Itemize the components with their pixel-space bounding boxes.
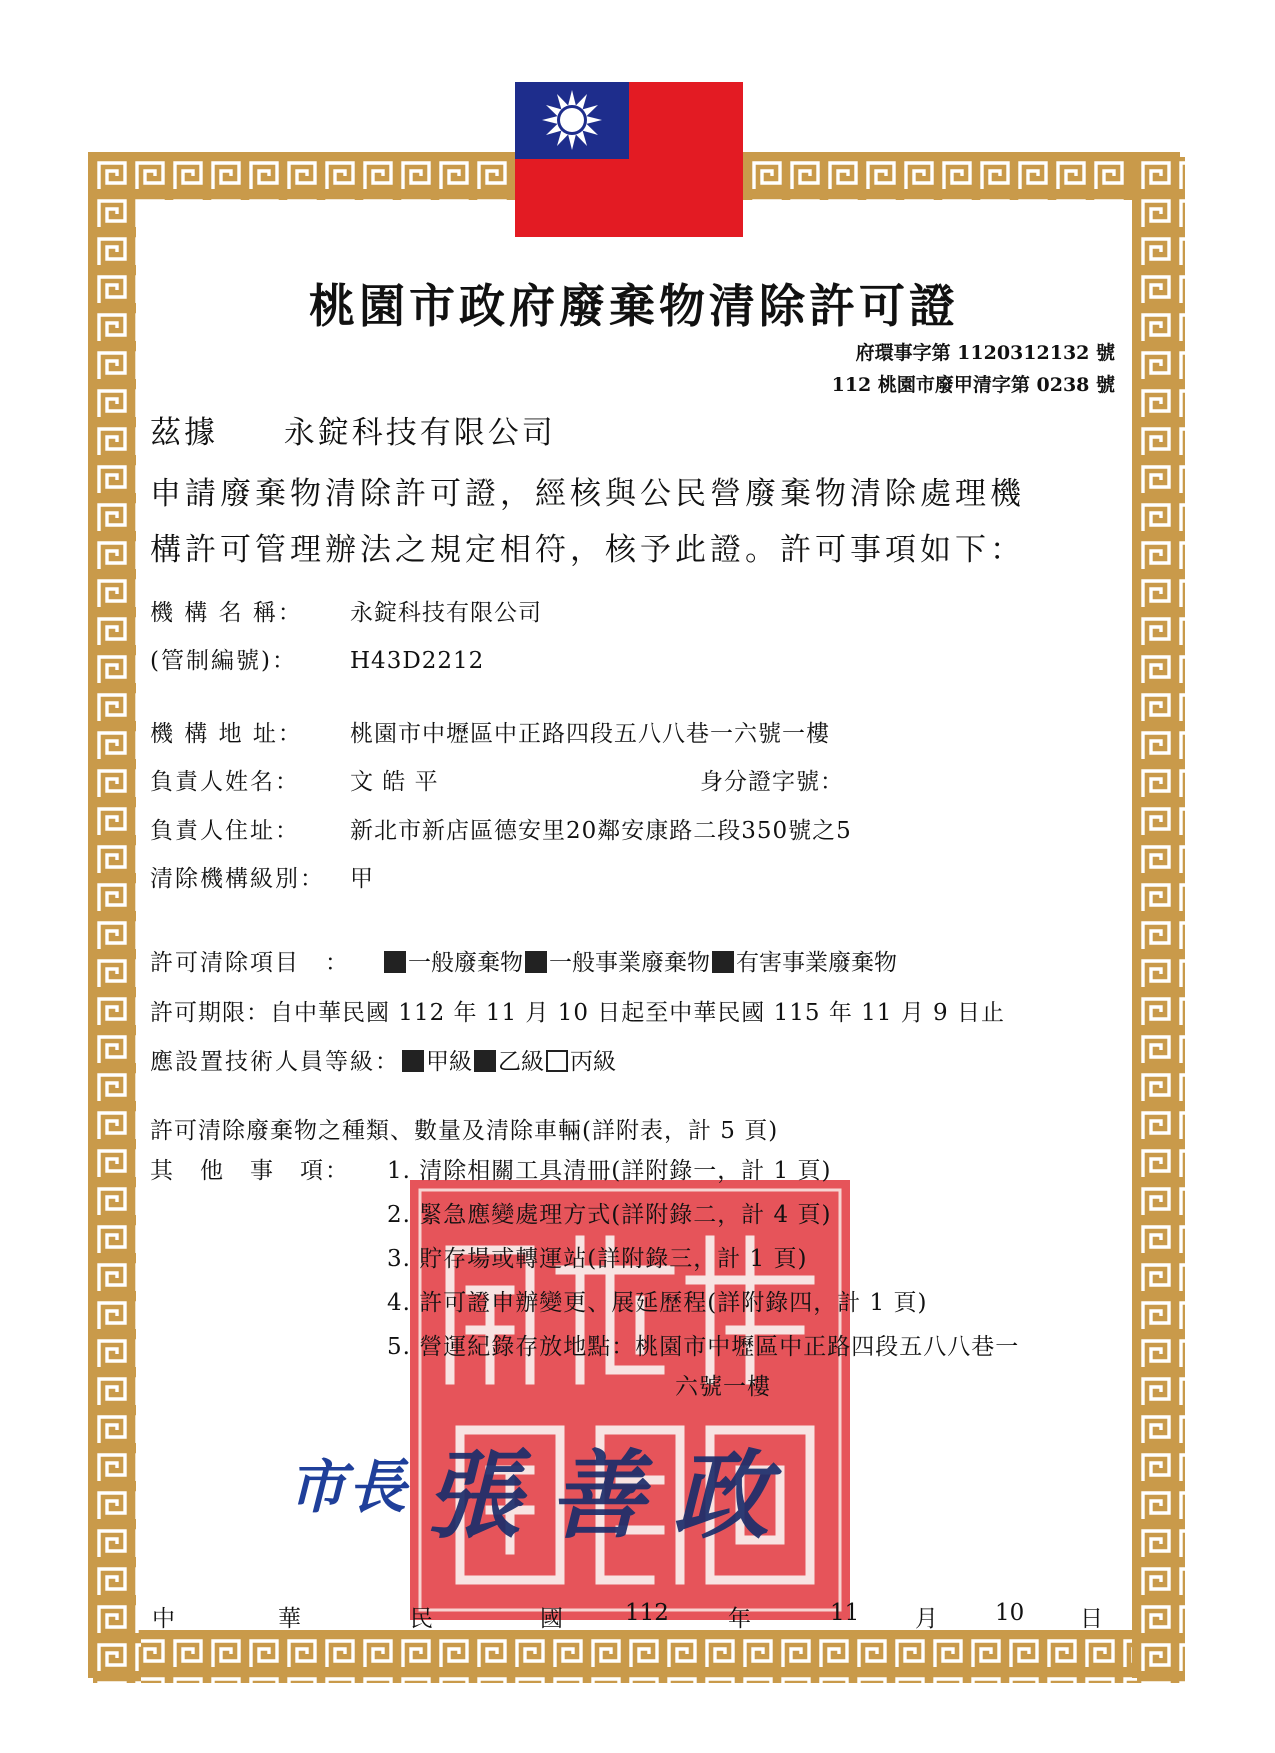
address-label: 機 構 地 址： xyxy=(150,721,303,747)
level-value: 甲 xyxy=(350,866,374,892)
other-label: 其 他 事 項： xyxy=(150,1158,350,1184)
permit-item-2: 一般事業廢棄物 xyxy=(549,950,710,976)
tech-level-2: 乙級 xyxy=(498,1049,544,1075)
tech-level-1: 甲級 xyxy=(426,1049,472,1075)
checkbox-checked xyxy=(525,951,547,973)
intro-line-2: 申請廢棄物清除許可證，經核與公民營廢棄物清除處理機 xyxy=(150,476,1025,512)
border-top-right xyxy=(743,152,1180,200)
permit-item-1: 一般廢棄物 xyxy=(408,950,523,976)
other-item-4: 4. 許可證申辦變更、展延歷程(詳附錄四，計 1 頁) xyxy=(387,1290,928,1316)
intro-prefix: 茲據 xyxy=(150,415,218,451)
checkbox-checked xyxy=(712,951,734,973)
tech-level-3: 丙級 xyxy=(570,1049,616,1075)
date-part: 10 xyxy=(995,1600,1025,1626)
permit-period: 許可期限：自中華民國 112 年 11 月 10 日起至中華民國 115 年 11 月 9 日止 xyxy=(150,1000,1005,1026)
other-item-1: 1. 清除相關工具清冊(詳附錄一，計 1 頁) xyxy=(387,1158,832,1184)
other-item-5-cont: 六號一樓 xyxy=(675,1374,771,1400)
national-flag-icon xyxy=(515,82,743,237)
permit-item-3: 有害事業廢棄物 xyxy=(736,950,897,976)
owner-value: 文 皓 平 xyxy=(350,769,439,795)
tech-level-label: 應設置技術人員等級： xyxy=(150,1049,400,1075)
other-item-2: 2. 緊急應變處理方式(詳附錄二，計 4 頁) xyxy=(387,1202,832,1228)
address-value: 桃園市中壢區中正路四段五八八巷一六號一樓 xyxy=(350,721,830,747)
border-top-left xyxy=(88,152,515,200)
date-part: 中 xyxy=(152,1606,175,1632)
control-no-row xyxy=(150,642,484,675)
intro-company: 永錠科技有限公司 xyxy=(283,415,556,451)
owner-address-value: 新北市新店區德安里20鄰安康路二段350號之5 xyxy=(350,818,852,844)
date-part: 國 xyxy=(540,1606,563,1632)
org-name-label: 機 構 名 稱： xyxy=(150,600,303,626)
date-part: 日 xyxy=(1080,1606,1103,1632)
types-line: 許可清除廢棄物之種類、數量及清除車輛(詳附表，計 5 頁) xyxy=(150,1118,779,1144)
date-part: 月 xyxy=(915,1606,938,1632)
org-name-row xyxy=(150,594,542,627)
checkbox-checked xyxy=(474,1050,496,1072)
address-row xyxy=(150,715,830,748)
owner-label: 負責人姓名： xyxy=(150,769,300,795)
intro-line-3: 構許可管理辦法之規定相符，核予此證。許可事項如下： xyxy=(150,532,1025,568)
org-name-value: 永錠科技有限公司 xyxy=(350,600,542,626)
mayor-title: 市長 xyxy=(288,1453,409,1521)
other-item-5: 5. 營運紀錄存放地點：桃園市中壢區中正路四段五八八巷一 xyxy=(387,1334,1020,1360)
date-part: 年 xyxy=(728,1606,751,1632)
date-part: 112 xyxy=(625,1600,669,1626)
doc-number-2: 112 桃園市廢甲清字第 0238 號 xyxy=(831,374,1115,396)
id-label: 身分證字號： xyxy=(700,769,844,795)
doc-number-1: 府環事字第 1120312132 號 xyxy=(855,342,1115,364)
border-right xyxy=(1132,152,1180,1678)
checkbox-checked xyxy=(402,1050,424,1072)
date-part: 民 xyxy=(410,1606,433,1632)
page-title: 桃園市政府廢棄物清除許可證 xyxy=(309,279,959,333)
checkbox-unchecked xyxy=(546,1050,568,1072)
date-part: 華 xyxy=(278,1606,301,1632)
border-bottom xyxy=(88,1630,1180,1678)
owner-address-label: 負責人住址： xyxy=(150,818,300,844)
checkbox-checked xyxy=(384,951,406,973)
permit-items-label: 許可清除項目 ： xyxy=(150,950,350,976)
permit-items-row xyxy=(150,944,897,977)
control-no-label: (管制編號)： xyxy=(150,648,297,674)
other-item-3: 3. 貯存場或轉運站(詳附錄三，計 1 頁) xyxy=(387,1246,808,1272)
tech-level-row xyxy=(150,1043,616,1076)
mayor-signature: 張善政 xyxy=(425,1439,797,1552)
control-no-value: H43D2212 xyxy=(350,648,485,674)
owner-address-row xyxy=(150,812,852,845)
owner-row xyxy=(150,763,844,796)
intro-line-1 xyxy=(150,407,556,452)
border-left xyxy=(88,152,136,1678)
level-label: 清除機構級別： xyxy=(150,866,325,892)
level-row xyxy=(150,860,374,893)
date-part: 11 xyxy=(830,1600,860,1626)
